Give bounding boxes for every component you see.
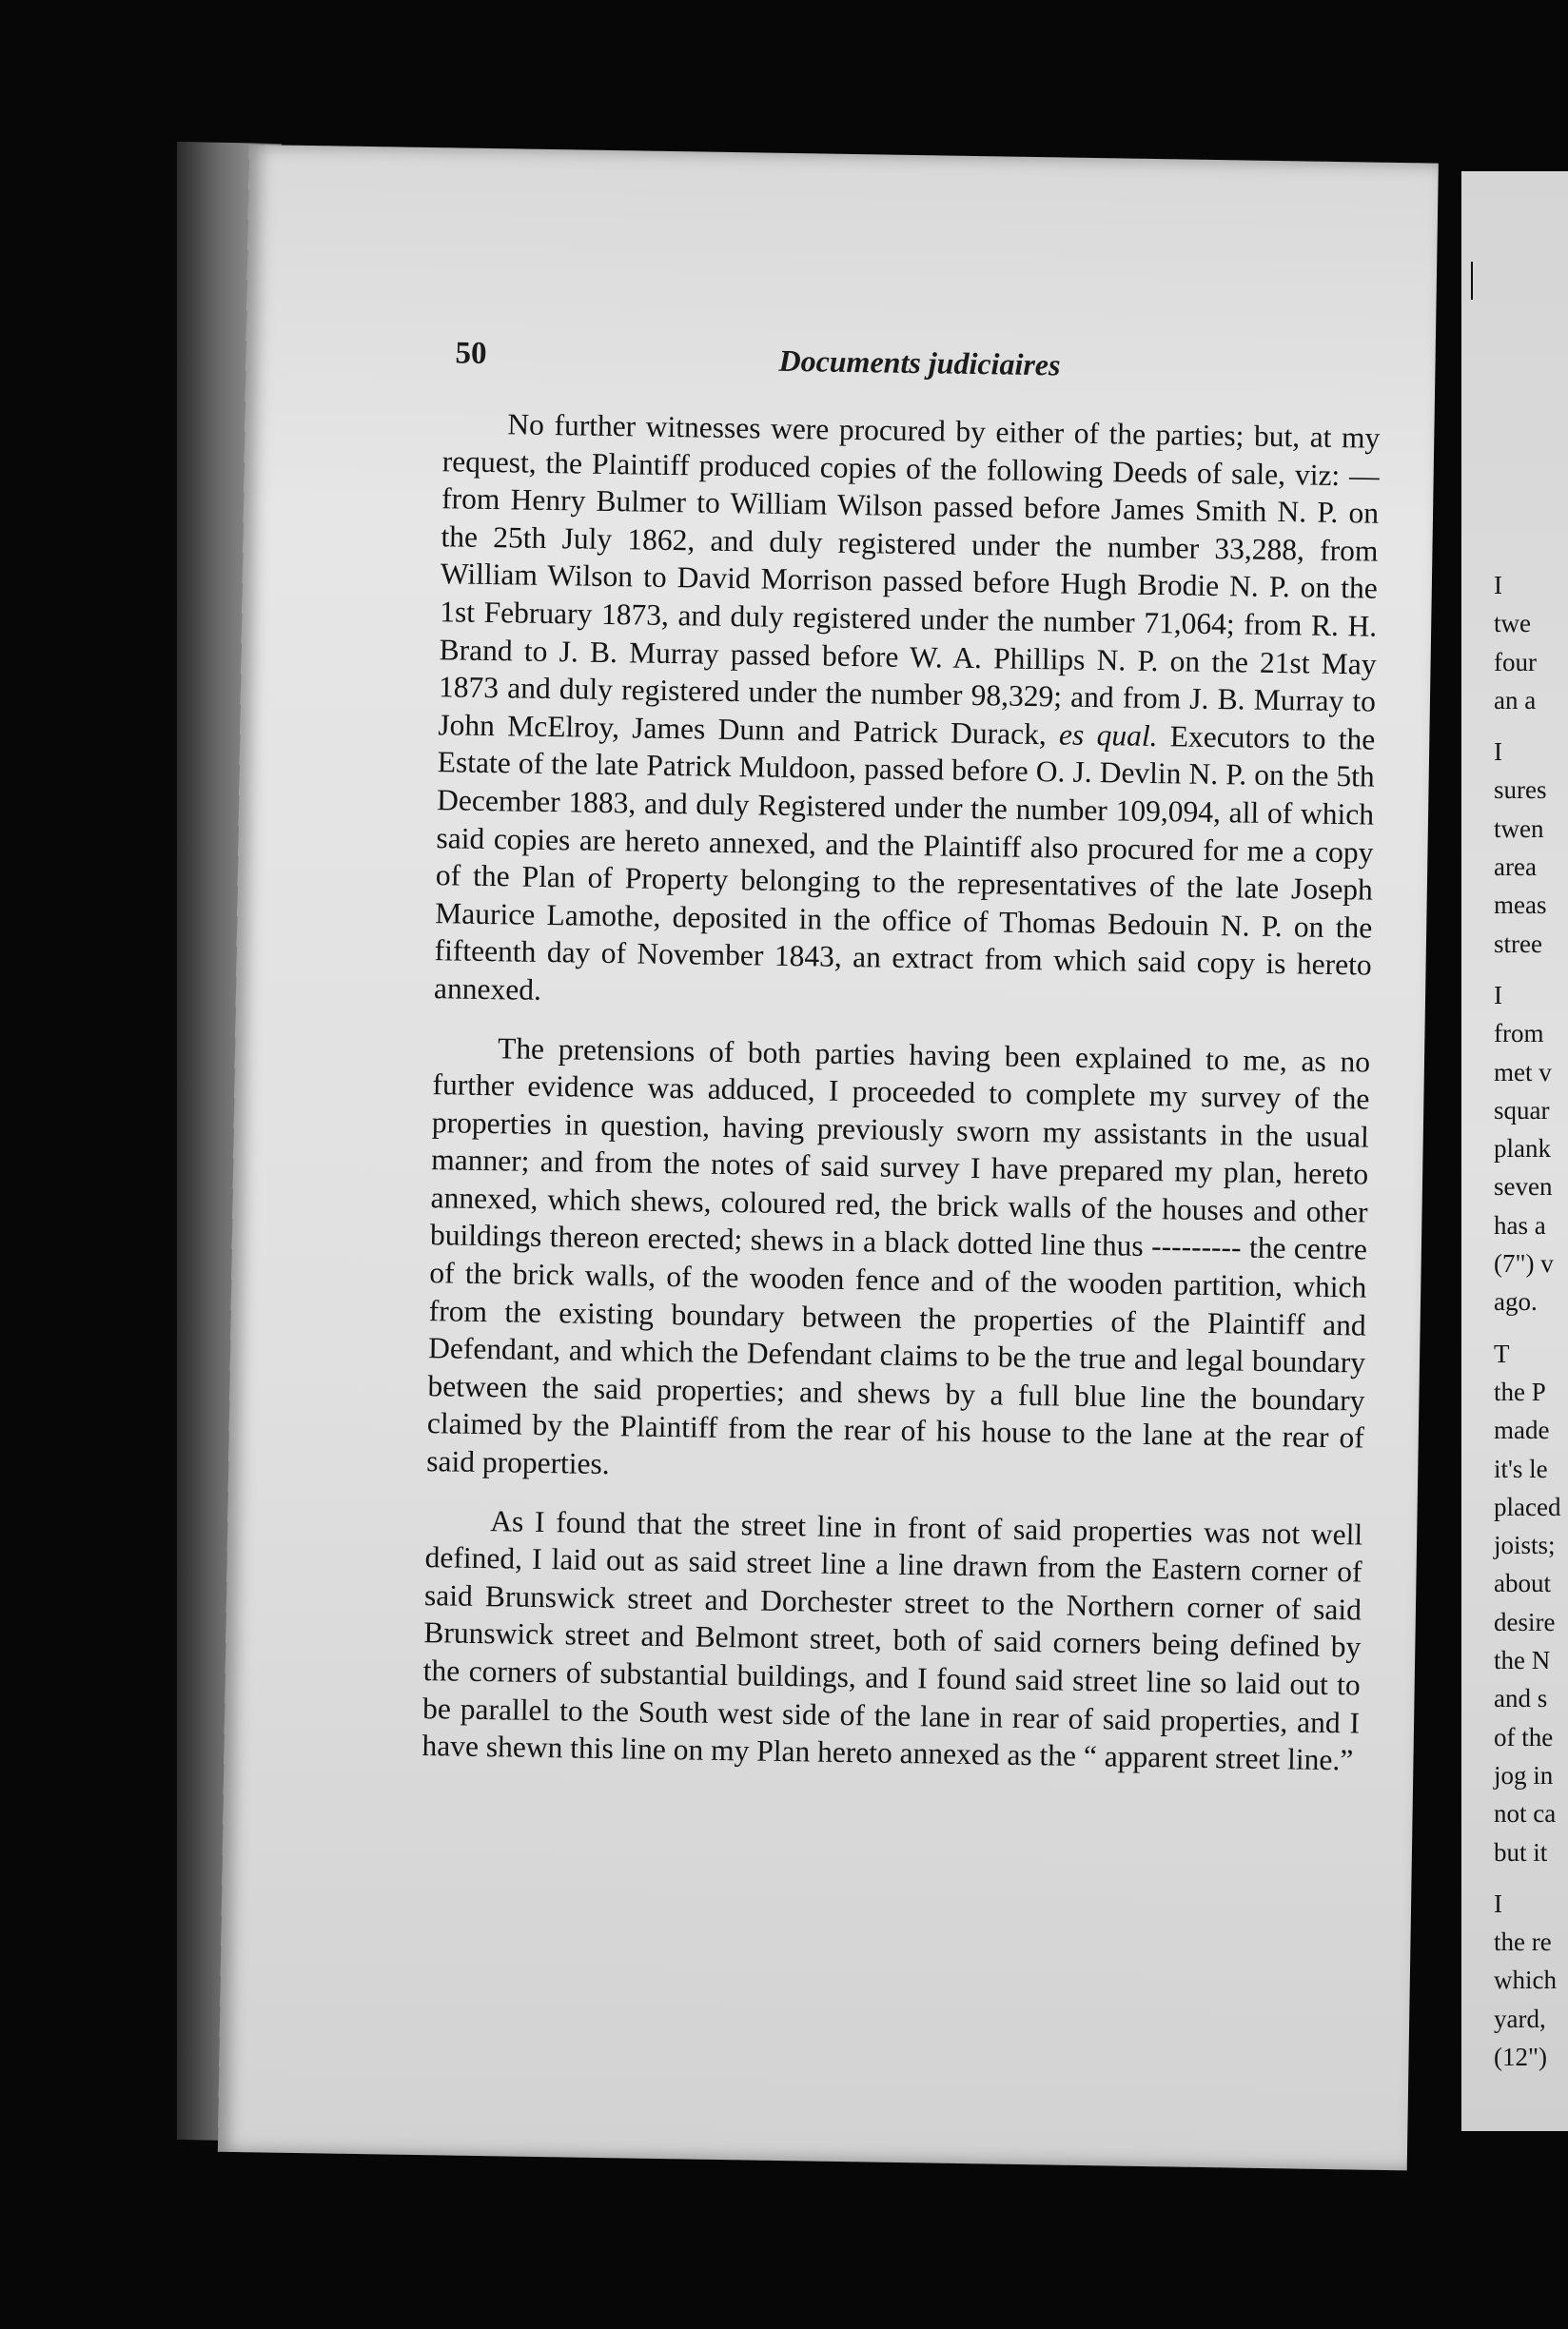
adjacent-line: and s <box>1494 1684 1548 1713</box>
adjacent-page-text <box>1494 566 1568 2076</box>
adjacent-line: the N <box>1494 1646 1551 1675</box>
adjacent-line: meas <box>1494 890 1547 920</box>
book-page <box>218 145 1439 2170</box>
adjacent-line: area <box>1494 852 1537 882</box>
adjacent-line: I <box>1494 980 1502 1009</box>
adjacent-line: it's le <box>1494 1454 1548 1483</box>
adjacent-page <box>1461 171 1568 2131</box>
adjacent-line: made <box>1494 1416 1550 1445</box>
adjacent-line: from <box>1494 1019 1544 1048</box>
adjacent-line: jog in <box>1494 1760 1554 1790</box>
adjacent-line: plank <box>1494 1134 1551 1164</box>
adjacent-line: met v <box>1494 1057 1552 1086</box>
adjacent-line: I <box>1494 571 1502 599</box>
adjacent-line: twen <box>1494 813 1544 843</box>
adjacent-line: (7") v <box>1494 1249 1554 1279</box>
adjacent-line: the re <box>1494 1928 1552 1957</box>
adjacent-line: I <box>1494 1889 1502 1918</box>
paragraph-2: The pretensions of both parties having been explained to me, as no further evidence was adduced, I proceeded to complete my survey of the properties in question, having previously sworn my assistants in the usual manner; and from the notes of said survey I have prepared my plan, hereto annexed, which shews, coloured red, the brick walls of the houses and other buildings thereon erected; shews in a black dotted line thus --------- the centre of the brick walls, of the wooden fence and of the wooden partition, which from the existing boundary between the properties of the Plaintiff and Defendant, and which the Defendant claims to be the true and legal boundary between the said properties; and shews by a full blue line the boundary claimed by the Plaintiff from the rear of his house to the lane at the rear of said properties. <box>426 1030 1371 1481</box>
paragraph-1-text-b: Executors to the Estate of the late Patrick Muldoon, passed before O. J. Devlin N. P. on the 5th December 1883, and duly Registered under the number 109,094, all of which said copies are hereto annexed, and the Plaintiff also procured for me a copy of the Plan of Property belonging to the representatives of the late Joseph Maurice Lamothe, deposited in the office of Thomas Bedouin N. P. on the fifteenth day of November 1843, an extract from which said copy is hereto annexed. <box>433 719 1376 1007</box>
page-number: 50 <box>455 336 487 371</box>
adjacent-line: T <box>1494 1339 1510 1368</box>
adjacent-line: the P <box>1494 1377 1546 1406</box>
adjacent-line: sures <box>1494 775 1547 805</box>
adjacent-line: about <box>1494 1569 1551 1598</box>
page-body <box>421 404 1381 1800</box>
adjacent-line: not ca <box>1494 1799 1557 1829</box>
adjacent-line: which <box>1494 1966 1557 1995</box>
adjacent-line: seven <box>1494 1172 1553 1202</box>
margin-mark <box>1471 262 1473 300</box>
adjacent-line: squar <box>1494 1095 1550 1125</box>
adjacent-line: (12") <box>1494 2042 1548 2071</box>
adjacent-line: twe <box>1494 609 1531 638</box>
adjacent-line: desire <box>1494 1607 1556 1636</box>
adjacent-line: has a <box>1494 1210 1546 1240</box>
adjacent-line: but it <box>1494 1837 1548 1867</box>
adjacent-line: placed <box>1494 1492 1561 1521</box>
adjacent-line: joists; <box>1494 1531 1556 1560</box>
adjacent-line: yard, <box>1494 2004 1546 2033</box>
adjacent-line: of the <box>1494 1722 1554 1752</box>
adjacent-line: four <box>1494 647 1537 676</box>
paragraph-3: As I found that the street line in front of said properties was not well defined, I laid out as said street line a line drawn from the Eastern corner of said Brunswick street and Dorchester street to the Northern corner of said Brunswick street and Belmont street, both of said corners being defined by the corners of substantial buildings, and I found said street line so laid out to be parallel to the South west side of the lane in rear of said properties, and I have shewn this line on my Plan hereto annexed as the “ apparent street line.” <box>421 1503 1363 1777</box>
paragraph-1-text-a: No further witnesses were procured by either of the parties; but, at my request, the Plaintiff produced copies of the following Deeds of sale, viz: — from Henry Bulmer to William Wilson passed before James Smith N. P. on the 25th July 1862, and duly registered under the number 33,288, from William Wilson to David Morrison passed before Hugh Brodie N. P. on the 1st February 1873, and duly registered under the number 71,064; from R. H. Brand to J. B. Murray passed before W. A. Phillips N. P. on the 21st May 1873 and duly registered under the number 98,329; and from J. B. Murray to John McElroy, James Dunn and Patrick Durack, <box>438 407 1381 751</box>
adjacent-line: stree <box>1494 929 1542 958</box>
running-title: Documents judiciaires <box>778 342 1061 382</box>
adjacent-line: ago. <box>1494 1287 1538 1317</box>
paragraph-1 <box>434 404 1381 1022</box>
page-header <box>455 336 1379 398</box>
paragraph-1-es-qual: es qual. <box>1058 717 1158 753</box>
adjacent-line: I <box>1494 737 1502 767</box>
adjacent-line: an a <box>1494 685 1537 714</box>
